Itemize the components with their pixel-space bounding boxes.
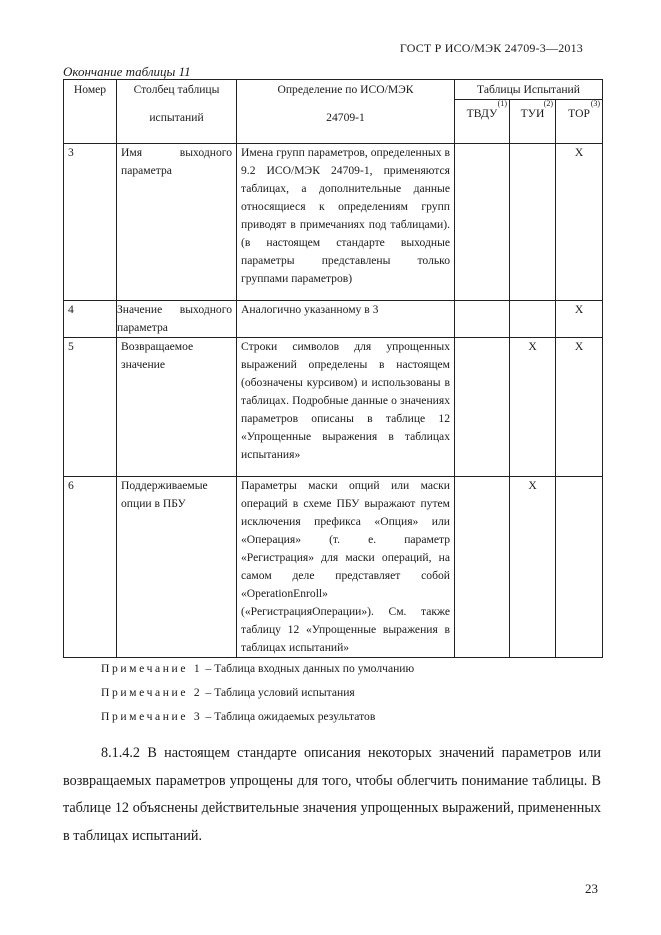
test-table	[63, 79, 603, 658]
row-tvdu	[455, 477, 510, 658]
row-column: Значение выходного параметра	[117, 301, 237, 338]
row-tvdu	[455, 301, 510, 338]
note-2: Примечание 2 – Таблица условий испытания	[101, 686, 355, 699]
row-column: Поддерживаемые опции в ПБУ	[117, 477, 237, 658]
table-caption: Окончание таблицы 11	[63, 64, 191, 79]
header-column: Столбец таблицы испытаний	[117, 80, 237, 144]
row-tvdu	[455, 144, 510, 301]
note-3: Примечание 3 – Таблица ожидаемых результатов	[101, 710, 376, 723]
row-number: 6	[64, 477, 117, 658]
row-tor: X	[556, 338, 603, 477]
table-row	[64, 301, 603, 338]
row-column: Возвращаемое значение	[117, 338, 237, 477]
header-definition: Определение по ИСО/МЭК 24709-1	[237, 80, 455, 144]
header-tvdu: (1) ТВДУ	[455, 100, 510, 144]
row-tor	[556, 477, 603, 658]
document-header: ГОСТ Р ИСО/МЭК 24709-3—2013	[399, 41, 583, 55]
header-tor: (3) ТОР	[556, 100, 603, 144]
row-definition: Имена групп параметров, определенных в 9.2 ИСО/МЭК 24709-1, применяются таблицах, а дополнительные данные относящиеся к определениям групп приводят в примечаниях под таблицами). (в настоящем стандарте выходные параметры представлены только группами параметров)	[237, 144, 455, 301]
table-row	[64, 144, 603, 301]
row-column: Имя выходного параметра	[117, 144, 237, 301]
row-tvdu	[455, 338, 510, 477]
row-definition: Параметры маски опций или маски операций в схеме ПБУ выражают путем исключения префикса «Опция» или «Операция» (т. е. параметр «Регистрация» для маски операций, на самом деле представляет собой «OperationEnroll» («РегистрацияОперации»). См. также таблицу 12 «Упрощенные выражения в таблицах испытаний»	[237, 477, 455, 658]
paragraph-text: 8.1.4.2 В настоящем стандарте описания некоторых значений параметров или возвращаемых параметров упрощены для того, чтобы облегчить понимание таблицы. В таблице 12 объяснены действительные значения упрощенных выражений, примененных в таблицах испытаний.	[63, 745, 601, 844]
row-tor: X	[556, 301, 603, 338]
row-number: 5	[64, 338, 117, 477]
table-row	[64, 477, 603, 658]
header-tui: (2) ТУИ	[510, 100, 556, 144]
row-number: 4	[64, 301, 117, 338]
row-tui: X	[510, 477, 556, 658]
body-paragraph	[63, 740, 601, 850]
row-definition: Строки символов для упрощенных выражений определены в настоящем (обозначены курсивом) и использованы в таблицах. Подробные данные о значениях параметров описаны в таблице 12 «Упрощенные выражения в таблицах испытания»	[237, 338, 455, 477]
row-tui: X	[510, 338, 556, 477]
note-1: Примечание 1 – Таблица входных данных по умолчанию	[101, 662, 415, 675]
header-test-tables: Таблицы Испытаний	[455, 80, 603, 100]
row-definition: Аналогично указанному в 3	[237, 301, 455, 338]
table-row	[64, 338, 603, 477]
row-tui	[510, 301, 556, 338]
row-tui	[510, 144, 556, 301]
table-notes	[101, 657, 414, 729]
header-number: Номер	[64, 80, 117, 144]
row-tor: X	[556, 144, 603, 301]
row-number: 3	[64, 144, 117, 301]
page-number: 23	[585, 881, 598, 896]
